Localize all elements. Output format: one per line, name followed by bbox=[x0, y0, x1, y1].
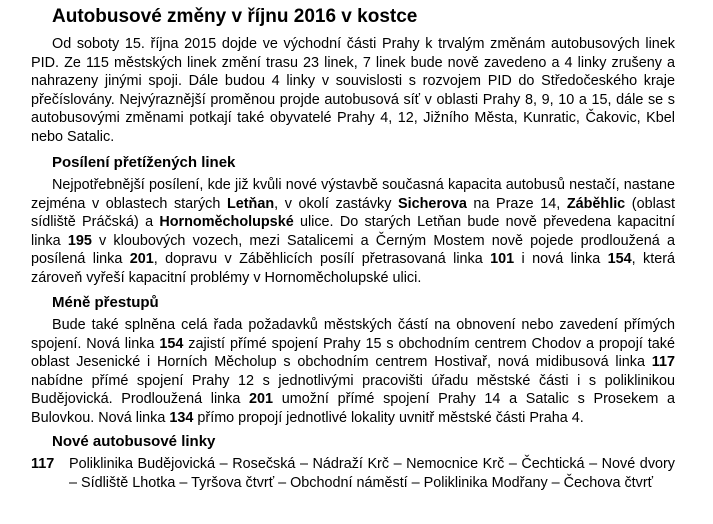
text-span: i nová linka bbox=[514, 251, 608, 268]
intro-paragraph: Od soboty 15. října 2015 dojde ve východní části Prahy k trvalým změnám autobusových linek PID. Ze 115 městských linek změní trasu 23 linek, 7 linek bude nově zavedeno a 4 linky zrušeny a nahrazeny jinými spoji. Dále budou 4 linky v souvislosti s rozvojem PID do Středočeského kraje přečíslovány. Nejvýraznější proměnou projde autobusová síť v oblasti Prahy 8, 9, 10 a 15, dále se s autobusovými změnami potkají také obyvatelé Prahy 4, 12, Jižního Města, Kunratic, Čakovic, Kbel nebo Satalic. bbox=[31, 36, 675, 145]
line-number: 117 bbox=[31, 456, 55, 472]
bold-line-number: 134 bbox=[169, 409, 194, 426]
text-span: ulice. Do starých Letňan bude nově převedena kapacitní linka bbox=[31, 214, 676, 249]
bold-term: Sicherova bbox=[398, 195, 467, 212]
text-span: Nejpotřebnější posílení, kde již kvůli nové výstavbě současná kapacita autobusů nestačí, nastane zejména v oblastech starých bbox=[31, 177, 675, 212]
section-heading-nove-linky: Nové autobusové linky bbox=[52, 433, 216, 450]
text-span: , dopravu v Záběhlicích posílí přetrasovaná linka bbox=[153, 251, 491, 268]
text-span: na Praze 14, bbox=[466, 195, 567, 212]
bold-line-number: 154 bbox=[159, 335, 184, 352]
bold-term: Záběhlic bbox=[566, 195, 626, 212]
text-span: (oblast sídliště Práčská) a bbox=[31, 195, 675, 231]
text-span: umožní přímé spojení Prahy 14 a Satalic s Prosekem a Bulovkou. Nová linka bbox=[31, 391, 676, 426]
section-heading-mene-prestupu: Méně přestupů bbox=[52, 294, 159, 311]
text-span: zajistí přímé spojení Prahy 15 s obchodním centrem Chodov a propojí také oblast Jesenické i Horních Měcholup s obchodním centrem Hostivař, nová midibusová linka bbox=[31, 335, 675, 371]
section-mene-prestupu-paragraph bbox=[31, 316, 675, 428]
page-title: Autobusové změny v říjnu 2016 v kostce bbox=[52, 6, 418, 27]
bold-line-number: 101 bbox=[490, 251, 515, 268]
section-posileni-paragraph bbox=[31, 176, 675, 288]
text-span: v kloubových vozech, mezi Satalicemi a Černým Mostem nově pojede prodloužená a posílená linka bbox=[31, 232, 675, 268]
bold-line-number: 154 bbox=[607, 251, 632, 268]
text-span: , v okolí zastávky bbox=[274, 195, 399, 212]
bold-line-number: 201 bbox=[129, 251, 154, 268]
line-route: Poliklinika Budějovická – Rosečská – Nádraží Krč – Nemocnice Krč – Čechtická – Nové dvory – Sídliště Lhotka – Tyršova čtvrť – Obchodní náměstí – Poliklinika Modřany – Čechova čtvrť bbox=[69, 456, 675, 491]
bold-term: Letňan bbox=[226, 195, 275, 212]
bold-line-number: 195 bbox=[67, 232, 92, 249]
bold-term: Hornoměcholupské bbox=[159, 214, 294, 231]
text-span: nabídne přímé spojení Prahy 12 s jednotlivými pracovišti úřadu městské části i s poliklinikou Budějovická. Prodloužená linka bbox=[31, 372, 675, 408]
bold-line-number: 201 bbox=[249, 391, 274, 408]
section-heading-posileni: Posílení přetížených linek bbox=[52, 154, 236, 171]
text-span: , která zároveň vyřeší kapacitní problémy v Hornoměcholupské ulici. bbox=[31, 251, 675, 286]
text-span: Bude také splněna celá řada požadavků městských částí na obnovení nebo zavedení přímých spojení. Nová linka bbox=[31, 317, 675, 352]
bold-line-number: 117 bbox=[651, 354, 675, 371]
text-span: přímo propojí jednotlivé lokality uvnitř městské části Praha 4. bbox=[193, 409, 584, 426]
